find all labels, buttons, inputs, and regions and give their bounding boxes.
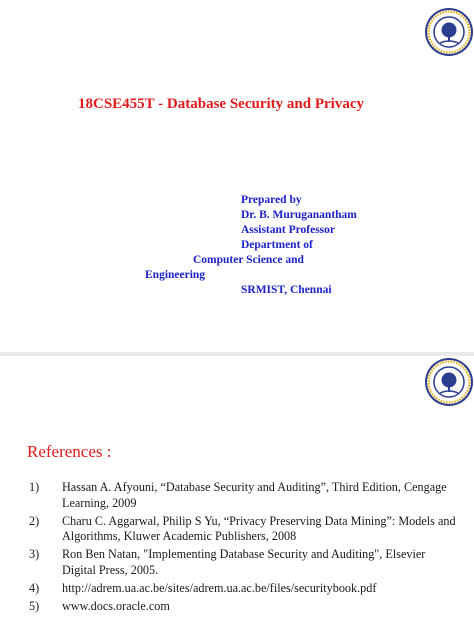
reference-link[interactable]: www.docs.oracle.com xyxy=(62,598,170,613)
institution-name: SRMIST, Chennai xyxy=(241,284,332,296)
reference-number: 3) xyxy=(29,547,40,561)
reference-number: 1) xyxy=(29,480,40,494)
department-name-cont: Engineering xyxy=(145,269,206,281)
department-name: Computer Science and xyxy=(193,254,304,266)
reference-item xyxy=(29,514,461,545)
author-name: Dr. B. Muruganantham xyxy=(241,209,357,221)
reference-text: Ron Ben Natan, "Implementing Database Security and Auditing", Elsevier Digital Press, 2005. xyxy=(62,547,426,577)
references-list xyxy=(29,480,461,617)
reference-number: 4) xyxy=(29,580,40,595)
reference-text: Charu C. Aggarwal, Philip S Yu, “Privacy Preserving Data Mining”: Models and Algorithms, Kluwer Academic Publishers, 2008 xyxy=(62,513,456,543)
reference-number: 5) xyxy=(29,598,40,613)
reference-text: Hassan A. Afyouni, “Database Security and Auditing”, Third Edition, Cengage Learning, 2009 xyxy=(62,480,447,510)
references-heading: References : xyxy=(27,442,112,461)
slide-title-text: 18CSE455T - Database Security and Privacy xyxy=(78,96,364,112)
prepared-by-label: Prepared by xyxy=(241,194,302,206)
srm-university-seal-icon xyxy=(423,6,474,58)
slide-references xyxy=(0,356,474,632)
reference-item xyxy=(29,480,461,511)
reference-link[interactable]: http://adrem.ua.ac.be/sites/adrem.ua.ac.be/files/securitybook.pdf xyxy=(62,580,377,595)
author-designation: Assistant Professor xyxy=(241,224,336,236)
reference-item xyxy=(29,547,461,578)
reference-number: 2) xyxy=(29,513,40,528)
reference-item xyxy=(29,599,461,615)
reference-item xyxy=(29,581,461,597)
department-label: Department of xyxy=(241,239,313,251)
srm-university-seal-icon xyxy=(423,356,474,408)
